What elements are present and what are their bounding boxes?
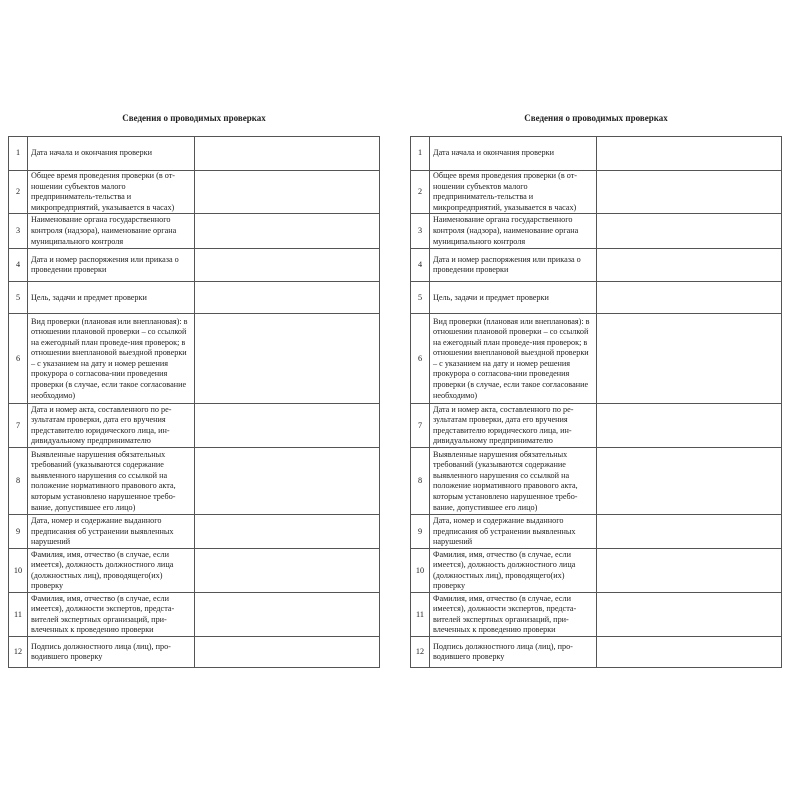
row-number: 11 — [9, 593, 28, 637]
row-number: 1 — [9, 137, 28, 171]
table-row — [411, 171, 782, 214]
row-value-cell[interactable] — [195, 448, 380, 515]
table-row — [9, 282, 380, 314]
table-row — [9, 137, 380, 171]
row-number: 6 — [411, 314, 430, 404]
row-label: Дата, номер и содержание выданного предписания об устранении выявленных нарушений — [430, 515, 597, 549]
row-label: Наименование органа государственного контроля (надзора), наименование органа муниципального контроля — [28, 214, 195, 249]
row-label: Наименование органа государственного контроля (надзора), наименование органа муниципального контроля — [430, 214, 597, 249]
row-number: 5 — [9, 282, 28, 314]
table-row — [411, 249, 782, 282]
row-value-cell[interactable] — [195, 404, 380, 448]
row-number: 7 — [411, 404, 430, 448]
row-label: Фамилия, имя, отчество (в случае, если имеется), должность должностного лица (должностных лиц), проводящего(их) проверку — [28, 549, 195, 593]
row-number: 4 — [411, 249, 430, 282]
table-row — [9, 549, 380, 593]
table-row — [9, 515, 380, 549]
row-label: Фамилия, имя, отчество (в случае, если имеется), должности экспертов, предста-вителей экспертных организаций, при-влеченных к проведению проверки — [28, 593, 195, 637]
row-number: 11 — [411, 593, 430, 637]
row-number: 7 — [9, 404, 28, 448]
row-number: 1 — [411, 137, 430, 171]
row-value-cell[interactable] — [195, 282, 380, 314]
row-label: Дата и номер акта, составленного по ре-зультатам проверки, дата его вручения представителю юридического лица, ин-дивидуальному предпринимателю — [430, 404, 597, 448]
row-value-cell[interactable] — [195, 549, 380, 593]
table-row — [9, 171, 380, 214]
row-label: Подпись должностного лица (лиц), про-водившего проверку — [430, 637, 597, 668]
row-value-cell[interactable] — [597, 515, 782, 549]
table-row — [9, 637, 380, 668]
row-value-cell[interactable] — [195, 214, 380, 249]
row-value-cell[interactable] — [597, 214, 782, 249]
page-title: Сведения о проводимых проверках — [524, 113, 668, 123]
row-label: Вид проверки (плановая или внеплановая): в отношении плановой проверки – со ссылкой на ежегодный план проведе-ния проверок; в отношении внеплановой выездной проверки – с указанием на дату и номер решения прокурора о согласова-нии проведения проверки (в случае, если такое согласование необходимо) — [430, 314, 597, 404]
row-number: 8 — [9, 448, 28, 515]
row-label: Общее время проведения проверки (в от-ношении субъектов малого предприниматель-тельства и микропредприятий, указывается в часах) — [28, 171, 195, 214]
row-number: 12 — [9, 637, 28, 668]
row-label: Дата, номер и содержание выданного предписания об устранении выявленных нарушений — [28, 515, 195, 549]
row-value-cell[interactable] — [597, 593, 782, 637]
left-page — [8, 112, 380, 668]
row-label: Вид проверки (плановая или внеплановая): в отношении плановой проверки – со ссылкой на ежегодный план проведе-ния проверок; в отношении внеплановой выездной проверки – с указанием на дату и номер решения прокурора о согласова-нии проведения проверки (в случае, если такое согласование необходимо) — [28, 314, 195, 404]
row-number: 9 — [9, 515, 28, 549]
row-number: 2 — [411, 171, 430, 214]
row-number: 5 — [411, 282, 430, 314]
row-label: Дата и номер распоряжения или приказа о проведении проверки — [28, 249, 195, 282]
table-row — [411, 637, 782, 668]
inspection-table — [8, 136, 380, 668]
table-row — [9, 593, 380, 637]
row-value-cell[interactable] — [195, 515, 380, 549]
table-row — [411, 549, 782, 593]
row-number: 4 — [9, 249, 28, 282]
row-value-cell[interactable] — [597, 249, 782, 282]
row-number: 3 — [9, 214, 28, 249]
table-row — [9, 249, 380, 282]
row-value-cell[interactable] — [195, 637, 380, 668]
table-row — [411, 282, 782, 314]
row-number: 3 — [411, 214, 430, 249]
row-label: Фамилия, имя, отчество (в случае, если имеется), должность должностного лица (должностных лиц), проводящего(их) проверку — [430, 549, 597, 593]
row-number: 10 — [411, 549, 430, 593]
row-value-cell[interactable] — [597, 448, 782, 515]
inspection-table — [410, 136, 782, 668]
row-label: Дата и номер акта, составленного по ре-зультатам проверки, дата его вручения представителю юридического лица, ин-дивидуальному предпринимателю — [28, 404, 195, 448]
row-label: Дата начала и окончания проверки — [430, 137, 597, 171]
row-number: 9 — [411, 515, 430, 549]
row-number: 12 — [411, 637, 430, 668]
row-number: 6 — [9, 314, 28, 404]
table-row — [9, 448, 380, 515]
row-label: Выявленные нарушения обязательных требований (указываются содержание выявленного нарушения со ссылкой на положение нормативного правового акта, которым установлено нарушенное требо-вание, допустившее его лицо) — [28, 448, 195, 515]
row-value-cell[interactable] — [597, 314, 782, 404]
table-row — [411, 404, 782, 448]
row-number: 10 — [9, 549, 28, 593]
row-value-cell[interactable] — [597, 137, 782, 171]
table-row — [9, 314, 380, 404]
row-value-cell[interactable] — [195, 314, 380, 404]
table-row — [411, 448, 782, 515]
row-label: Подпись должностного лица (лиц), про-водившего проверку — [28, 637, 195, 668]
row-label: Цель, задачи и предмет проверки — [28, 282, 195, 314]
row-value-cell[interactable] — [597, 637, 782, 668]
row-value-cell[interactable] — [195, 249, 380, 282]
row-label: Дата начала и окончания проверки — [28, 137, 195, 171]
row-value-cell[interactable] — [597, 171, 782, 214]
table-row — [9, 404, 380, 448]
row-value-cell[interactable] — [195, 137, 380, 171]
table-row — [9, 214, 380, 249]
right-page — [410, 112, 782, 668]
row-value-cell[interactable] — [195, 593, 380, 637]
table-row — [411, 137, 782, 171]
table-row — [411, 314, 782, 404]
row-value-cell[interactable] — [195, 171, 380, 214]
row-label: Цель, задачи и предмет проверки — [430, 282, 597, 314]
row-value-cell[interactable] — [597, 549, 782, 593]
row-label: Общее время проведения проверки (в от-ношении субъектов малого предприниматель-тельства и микропредприятий, указывается в часах) — [430, 171, 597, 214]
row-number: 8 — [411, 448, 430, 515]
row-label: Фамилия, имя, отчество (в случае, если имеется), должности экспертов, предста-вителей экспертных организаций, при-влеченных к проведению проверки — [430, 593, 597, 637]
table-row — [411, 593, 782, 637]
row-value-cell[interactable] — [597, 282, 782, 314]
table-row — [411, 515, 782, 549]
page-title: Сведения о проводимых проверках — [122, 113, 266, 123]
row-number: 2 — [9, 171, 28, 214]
row-value-cell[interactable] — [597, 404, 782, 448]
row-label: Дата и номер распоряжения или приказа о проведении проверки — [430, 249, 597, 282]
table-row — [411, 214, 782, 249]
row-label: Выявленные нарушения обязательных требований (указываются содержание выявленного нарушения со ссылкой на положение нормативного правового акта, которым установлено нарушенное требо-вание, допустившее его лицо) — [430, 448, 597, 515]
